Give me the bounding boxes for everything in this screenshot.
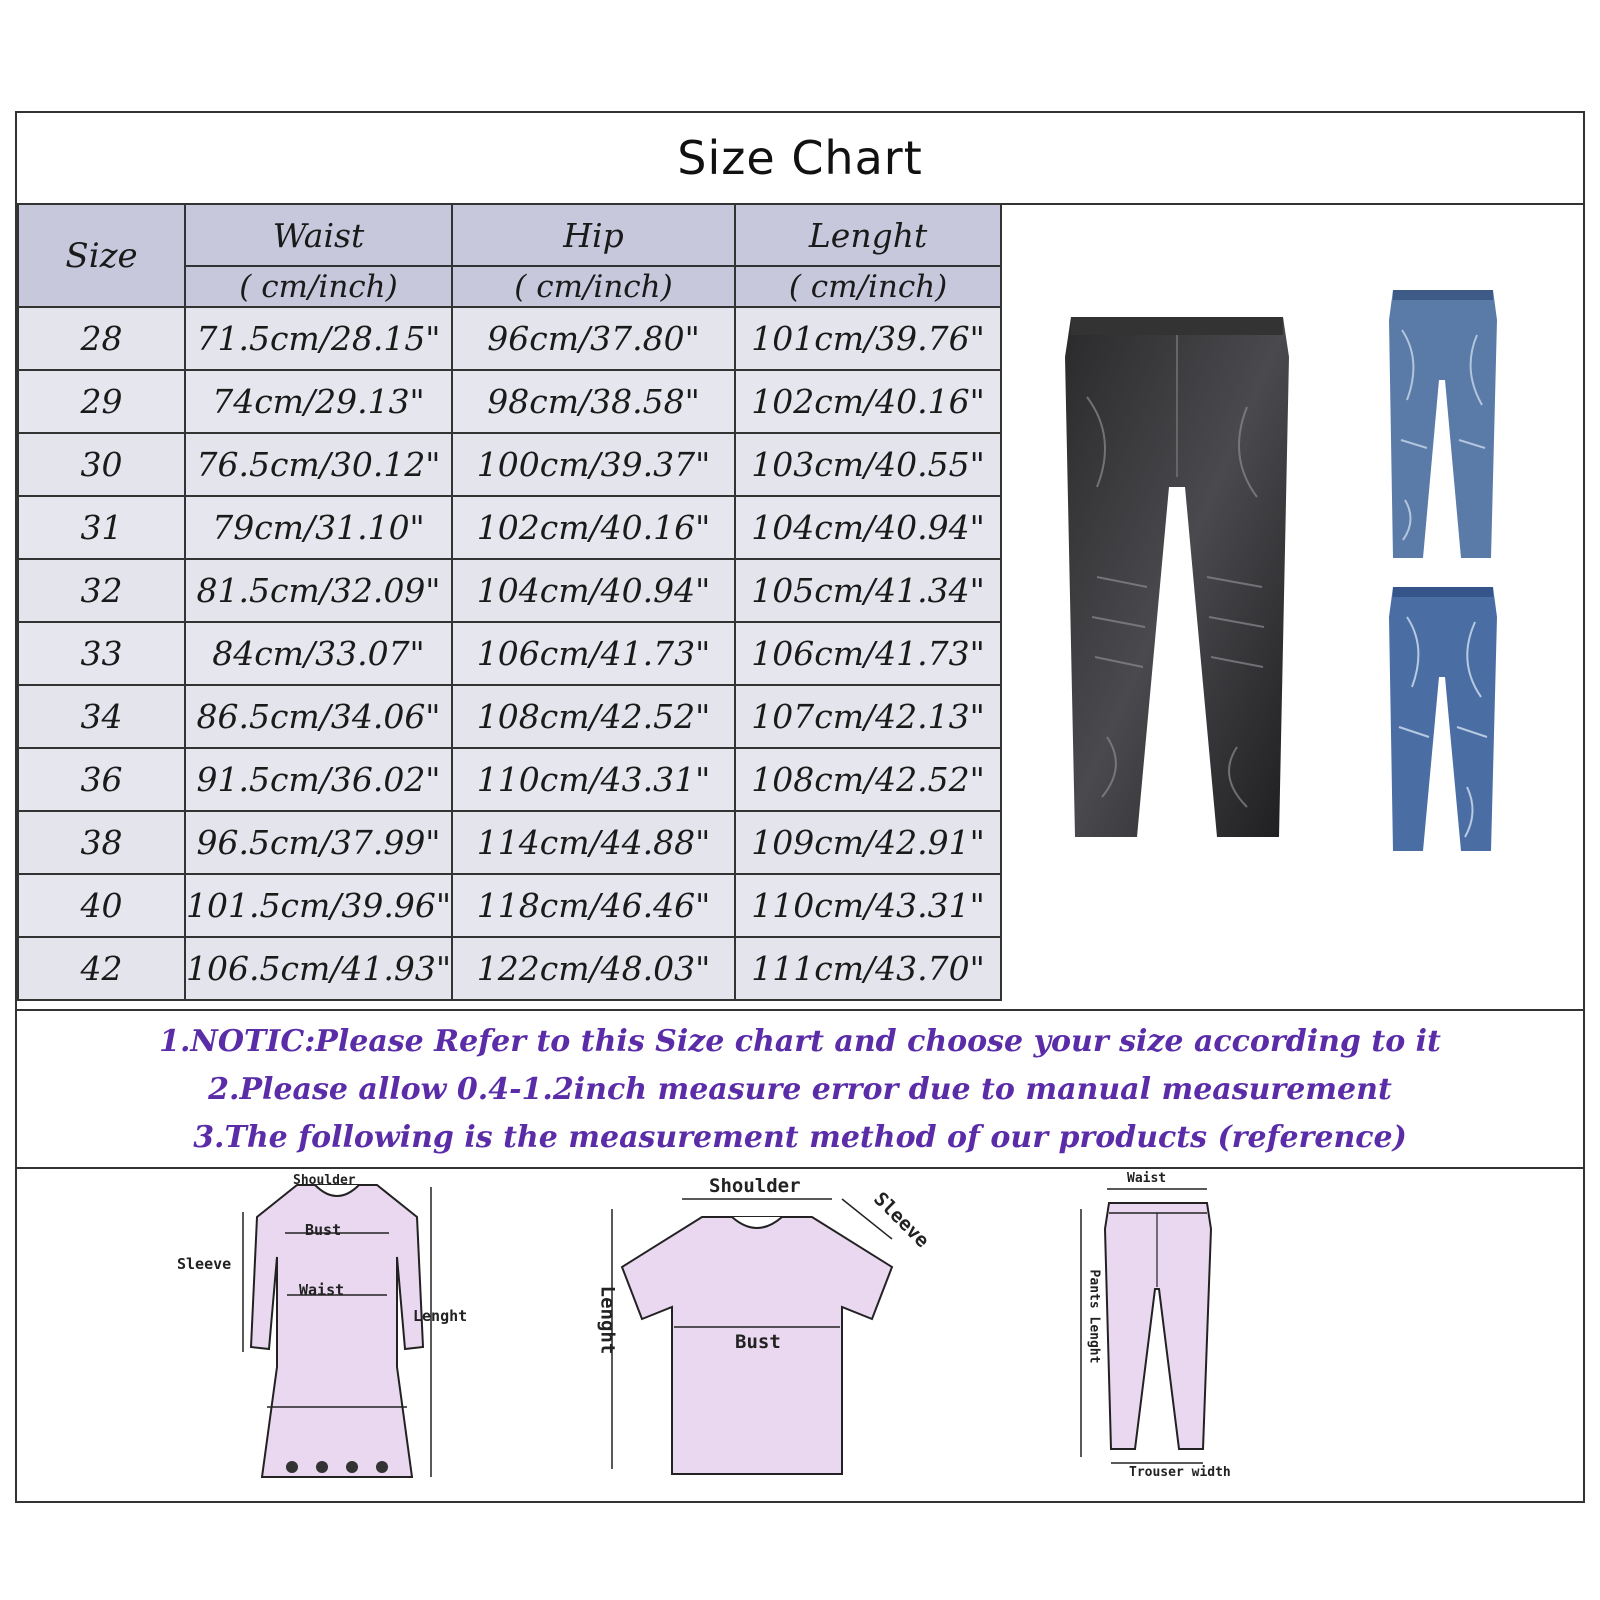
waist-cell: 106.5cm/41.93" (185, 937, 452, 1000)
waist-cell: 86.5cm/34.06" (185, 685, 452, 748)
size-cell: 30 (18, 433, 185, 496)
length-cell: 109cm/42.91" (735, 811, 1001, 874)
table-row (18, 622, 1001, 685)
table-row (18, 370, 1001, 433)
waist-cell: 91.5cm/36.02" (185, 748, 452, 811)
dress-sleeve-label: Sleeve (177, 1255, 232, 1273)
hip-cell: 100cm/39.37" (452, 433, 735, 496)
table-row (18, 748, 1001, 811)
size-cell: 36 (18, 748, 185, 811)
notes-section (17, 1009, 1583, 1169)
hip-header: Hip (452, 204, 735, 266)
size-cell: 29 (18, 370, 185, 433)
tshirt-sleeve-label: Sleeve (869, 1187, 934, 1253)
table-row (18, 937, 1001, 1000)
waist-header: Waist (185, 204, 452, 266)
waist-cell: 84cm/33.07" (185, 622, 452, 685)
length-cell: 111cm/43.70" (735, 937, 1001, 1000)
size-cell: 28 (18, 307, 185, 370)
hip-cell: 104cm/40.94" (452, 559, 735, 622)
hip-cell: 106cm/41.73" (452, 622, 735, 685)
size-header: Size (18, 204, 185, 307)
hip-cell: 108cm/42.52" (452, 685, 735, 748)
hip-cell: 96cm/37.80" (452, 307, 735, 370)
title-row (17, 113, 1583, 205)
length-cell: 106cm/41.73" (735, 622, 1001, 685)
size-chart-frame (15, 111, 1585, 1503)
waist-cell: 101.5cm/39.96" (185, 874, 452, 937)
size-cell: 38 (18, 811, 185, 874)
waist-cell: 76.5cm/30.12" (185, 433, 452, 496)
hip-cell: 114cm/44.88" (452, 811, 735, 874)
length-cell: 105cm/41.34" (735, 559, 1001, 622)
product-photos (1002, 203, 1585, 1010)
length-cell: 108cm/42.52" (735, 748, 1001, 811)
size-cell: 32 (18, 559, 185, 622)
hip-cell: 102cm/40.16" (452, 496, 735, 559)
waist-unit: ( cm/inch) (185, 266, 452, 307)
hip-cell: 110cm/43.31" (452, 748, 735, 811)
table-row (18, 496, 1001, 559)
dress-length-label: Lenght (413, 1307, 468, 1325)
pants-length-label: Pants Lenght (1086, 1269, 1102, 1364)
length-cell: 107cm/42.13" (735, 685, 1001, 748)
hip-cell: 122cm/48.03" (452, 937, 735, 1000)
black-jeans-image (1057, 317, 1297, 852)
hip-cell: 118cm/46.46" (452, 874, 735, 937)
note-line: 2.Please allow 0.4-1.2inch measure error due to manual measurement (208, 1071, 1392, 1107)
length-header: Lenght (735, 204, 1001, 266)
pants-waist-label: Waist (1127, 1171, 1167, 1186)
blue-jeans-image (1387, 290, 1499, 562)
length-cell: 103cm/40.55" (735, 433, 1001, 496)
note-line: 3.The following is the measurement method of our products (reference) (193, 1119, 1407, 1155)
length-cell: 102cm/40.16" (735, 370, 1001, 433)
tshirt-length-label: Lenght (596, 1285, 619, 1355)
length-unit: ( cm/inch) (735, 266, 1001, 307)
dress-shoulder-label: Shoulder (293, 1173, 356, 1188)
tshirt-shoulder-label: Shoulder (709, 1175, 801, 1197)
blue-jeans-image (1387, 587, 1499, 855)
table-row (18, 433, 1001, 496)
hip-cell: 98cm/38.58" (452, 370, 735, 433)
size-table (17, 203, 1002, 1001)
waist-cell: 79cm/31.10" (185, 496, 452, 559)
waist-cell: 96.5cm/37.99" (185, 811, 452, 874)
dress-bust-label: Bust (305, 1221, 342, 1239)
table-row (18, 874, 1001, 937)
table-row (18, 307, 1001, 370)
size-cell: 34 (18, 685, 185, 748)
dress-waist-label: Waist (299, 1281, 345, 1299)
size-cell: 40 (18, 874, 185, 937)
trouser-width-label: Trouser width (1129, 1465, 1231, 1480)
waist-cell: 81.5cm/32.09" (185, 559, 452, 622)
size-cell: 31 (18, 496, 185, 559)
page-title: Size Chart (677, 131, 923, 185)
length-cell: 101cm/39.76" (735, 307, 1001, 370)
tshirt-bust-label: Bust (735, 1331, 781, 1353)
waist-cell: 74cm/29.13" (185, 370, 452, 433)
table-row (18, 559, 1001, 622)
size-cell: 42 (18, 937, 185, 1000)
table-row (18, 685, 1001, 748)
length-cell: 110cm/43.31" (735, 874, 1001, 937)
length-cell: 104cm/40.94" (735, 496, 1001, 559)
waist-cell: 71.5cm/28.15" (185, 307, 452, 370)
table-row (18, 811, 1001, 874)
measurement-diagrams (17, 1169, 1583, 1503)
hip-unit: ( cm/inch) (452, 266, 735, 307)
note-line: 1.NOTIC:Please Refer to this Size chart and choose your size according to it (159, 1023, 1441, 1059)
size-cell: 33 (18, 622, 185, 685)
